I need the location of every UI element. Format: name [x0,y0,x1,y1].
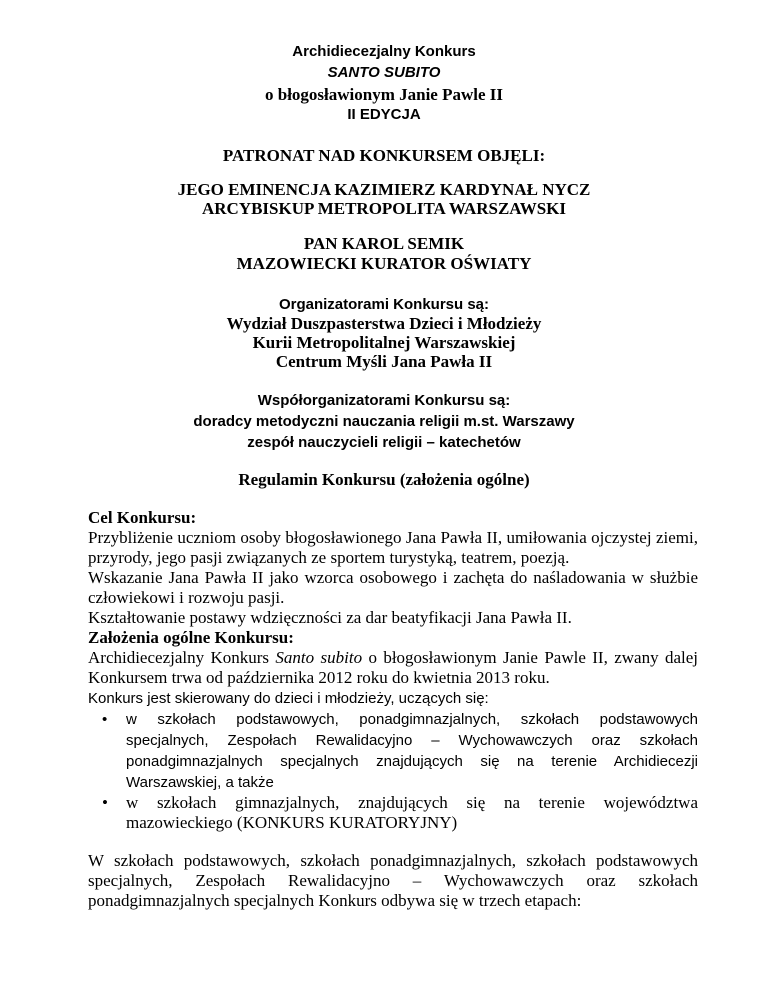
list-item-text: w szkołach podstawowych, ponadgimnazjalnych, szkołach podstawowych specjalnych, Zespołach Rewalidacyjno – Wychowawczych oraz szkołach ponadgimnazjalnych specjalnych znajdujących się na terenie Archidiecezji Warszawskiej, a także [126,711,698,791]
goal-paragraph-2: Wskazanie Jana Pawła II jako wzorca osobowego i zachęta do naśladowania w służbie człowiekowi i rozwoju pasji. [88,568,698,607]
header-edition: II EDYCJA [347,106,421,123]
list-item [88,709,698,793]
assumptions-paragraph-3: W szkołach podstawowych, szkołach ponadgimnazjalnych, szkołach podstawowych specjalnych, Zespołach Rewalidacyjno – Wychowawczych oraz szkołach ponadgimnazjalnych specjalnych Konkurs odbywa się w trzech etapach: [88,851,698,910]
assumptions-p1-start: Archidiecezjalny Konkurs [88,648,276,667]
organizer-line-1: Wydział Duszpasterstwa Dzieci i Młodzieży [226,314,542,333]
goal-paragraph-3: Kształtowanie postawy wdzięczności za dar beatyfikacji Jana Pawła II. [88,608,572,627]
bullet-icon: • [102,793,108,812]
school-types-list [88,709,698,833]
list-item [88,793,698,833]
assumptions-heading: Założenia ogólne Konkursu: [88,628,294,647]
organizer-line-3: Centrum Myśli Jana Pawła II [275,352,493,371]
assumptions-paragraph-2: Konkurs jest skierowany do dzieci i młodzieży, uczących się: [88,690,489,707]
patron-1-name: JEGO EMINENCJA KAZIMIERZ KARDYNAŁ NYCZ [177,180,591,199]
header-contest-name: Archidiecezjalny Konkurs [292,43,476,60]
assumptions-p1-italic: Santo subito [275,648,363,667]
assumptions-paragraph-1 [88,648,698,688]
patron-2-title: MAZOWIECKI KURATOR OŚWIATY [236,254,532,273]
coorganizer-line-2: zespół nauczycieli religii – katechetów [247,434,521,451]
bullet-icon: • [102,711,108,728]
document-body [88,508,698,911]
goal-paragraph-1: Przybliżenie uczniom osoby błogosławionego Jana Pawła II, umiłowania ojczystej ziemi, przyrody, jego pasji związanych ze sportem turystyką, teatrem, poezją. [88,528,698,567]
assumptions-p1-end: o błogosławionym Janie Pawle II, zwany dalej Konkursem trwa od października 2012 roku do kwietnia 2013 roku. [88,648,698,687]
organizers-title: Organizatorami Konkursu są: [278,296,490,313]
coorganizers-title: Współorganizatorami Konkursu są: [257,392,511,409]
list-item-text: w szkołach gimnazjalnych, znajdujących się na terenie województwa mazowieckiego (KONKURS KURATORYJNY) [126,793,698,832]
patron-1-title: ARCYBISKUP METROPOLITA WARSZAWSKI [201,199,566,218]
organizer-line-2: Kurii Metropolitalnej Warszawskiej [252,333,516,352]
patron-2-name: PAN KAROL SEMIK [303,234,465,253]
goal-heading: Cel Konkursu: [88,508,197,527]
patronat-title: PATRONAT NAD KONKURSEM OBJĘLI: [222,146,546,165]
coorganizer-line-1: doradcy metodyczni nauczania religii m.st. Warszawy [193,413,575,430]
header-subtitle: o błogosławionym Janie Pawle II [264,85,504,104]
header-santo-subito: SANTO SUBITO [327,64,441,81]
rules-title: Regulamin Konkursu (założenia ogólne) [238,470,530,489]
